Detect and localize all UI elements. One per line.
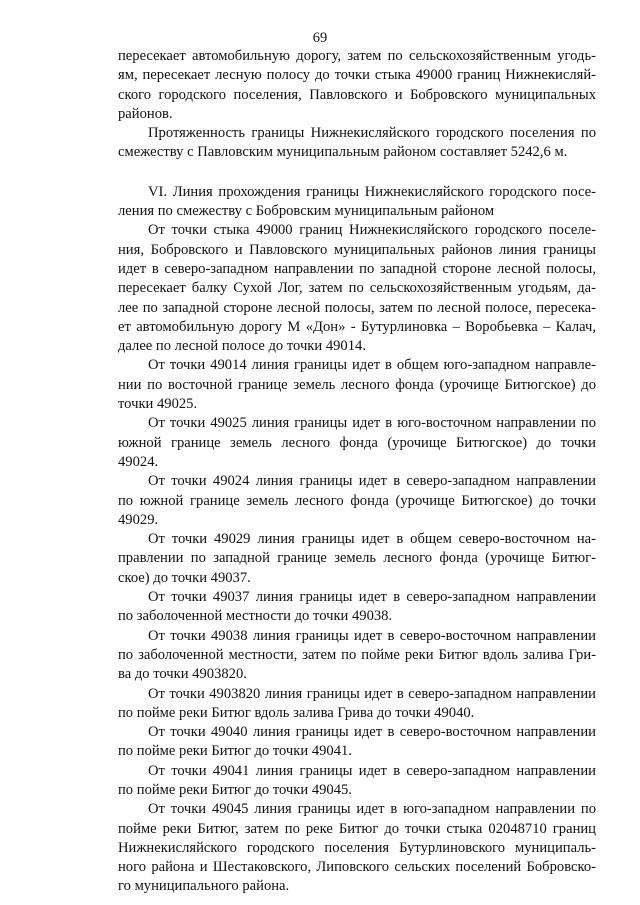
- text-line: От точки стыка 49000 границ Нижнекисляйского городского поселе-: [148, 222, 596, 239]
- paragraph: [118, 47, 596, 124]
- text-line: От точки 49025 линия границы идет в юго-восточном направлении по: [148, 415, 596, 432]
- text-line: лее по западной стороне лесной полосы, затем по лесной полосе, пересека-: [118, 299, 596, 316]
- document-body: [118, 47, 596, 897]
- text-line: Нижнекисляйского городского поселения Бутурлиновского муниципаль-: [118, 839, 596, 856]
- paragraph: [118, 356, 596, 414]
- paragraph: [118, 723, 596, 762]
- text-line: ское) до точки 49037.: [118, 569, 251, 586]
- text-line: по пойме реки Битюг до точки 49045.: [118, 781, 352, 798]
- text-line: От точки 49040 линия границы идет в северо-восточном направлении: [148, 724, 596, 741]
- paragraph: [118, 183, 596, 222]
- text-line: От точки 49029 линия границы идет в общем северо-восточном на-: [148, 531, 596, 548]
- text-line: ва до точки 4903820.: [118, 666, 247, 683]
- text-line: ского городского поселения, Павловского и Бобровского муниципальных: [118, 86, 596, 103]
- text-line: южной границе земель лесного фонда (урочище Битюгское) до точки: [118, 434, 596, 451]
- text-line: От точки 4903820 линия границы идет в северо-западном направлении: [148, 685, 596, 702]
- paragraph: [118, 627, 596, 685]
- text-line: по пойме реки Битюг до точки 49041.: [118, 743, 352, 760]
- text-line: по пойме реки Битюг вдоль залива Грива до точки 49040.: [118, 704, 475, 721]
- text-line: идет в северо-западном направлении по западной стороне лесной полосы,: [118, 260, 596, 277]
- text-line: го муниципального района.: [118, 878, 290, 895]
- text-line: нии по восточной границе земель лесного фонда (урочище Битюгское) до: [118, 376, 596, 393]
- text-line: Протяженность границы Нижнекисляйского городского поселения по: [148, 125, 596, 142]
- paragraph: [118, 762, 596, 801]
- text-line: От точки 49037 линия границы идет в северо-западном направлении: [148, 589, 596, 606]
- text-line: далее по лесной полосе до точки 49014.: [118, 338, 366, 355]
- text-line: по южной границе земель лесного фонда (урочище Битюгское) до точки: [118, 492, 596, 509]
- text-line: пойме реки Битюг, затем по реке Битюг до точки стыка 02048710 границ: [118, 820, 596, 837]
- text-line: смежеству с Павловским муниципальным районом составляет 5242,6 м.: [118, 144, 568, 161]
- section-gap: [118, 163, 596, 183]
- text-line: От точки 49038 линия границы идет в северо-восточном направлении: [148, 627, 596, 644]
- text-line: ет автомобильную дорогу М «Дон» - Бутурлиновка – Воробьевка – Калач,: [118, 318, 596, 335]
- paragraph: [118, 414, 596, 472]
- text-line: От точки 49045 линия границы идет в юго-западном направлении по: [148, 801, 596, 818]
- text-line: От точки 49041 линия границы идет в северо-западном направлении: [148, 762, 596, 779]
- text-line: ния, Бобровского и Павловского муниципальных районов линия границы: [118, 241, 596, 258]
- text-line: VI. Линия прохождения границы Нижнекисляйского городского посе-: [148, 183, 596, 200]
- text-line: ления по смежеству с Бобровским муниципальным районом: [118, 203, 495, 220]
- text-line: пересекает автомобильную дорогу, затем по сельскохозяйственным угодь-: [118, 48, 596, 64]
- paragraph: [118, 530, 596, 588]
- paragraph: [118, 588, 596, 627]
- paragraph: [118, 124, 596, 163]
- text-line: От точки 49024 линия границы идет в северо-западном направлении: [148, 473, 596, 490]
- text-line: по заболоченной местности до точки 49038.: [118, 608, 393, 625]
- paragraph: [118, 472, 596, 530]
- text-line: ям, пересекает лесную полосу до точки стыка 49000 границ Нижнекисляй-: [118, 67, 596, 84]
- paragraph: [118, 685, 596, 724]
- text-line: От точки 49014 линия границы идет в общем юго-западном направле-: [148, 357, 596, 374]
- text-line: правлении по западной границе земель лесного фонда (урочище Битюг-: [118, 550, 596, 567]
- page-number: 69: [312, 30, 328, 46]
- text-line: пересекает балку Сухой Лог, затем по сельскохозяйственным угодьям, да-: [118, 280, 596, 297]
- text-line: 49024.: [118, 453, 159, 470]
- text-line: ного района и Шестаковского, Липовского сельских поселений Бобровско-: [118, 859, 596, 876]
- text-line: по заболоченной местности, затем по пойме реки Битюг вдоль залива Гри-: [118, 646, 596, 663]
- paragraph: [118, 800, 596, 896]
- text-line: 49029.: [118, 511, 159, 528]
- text-line: районов.: [118, 105, 173, 122]
- text-line: точки 49025.: [118, 396, 198, 413]
- paragraph: [118, 221, 596, 356]
